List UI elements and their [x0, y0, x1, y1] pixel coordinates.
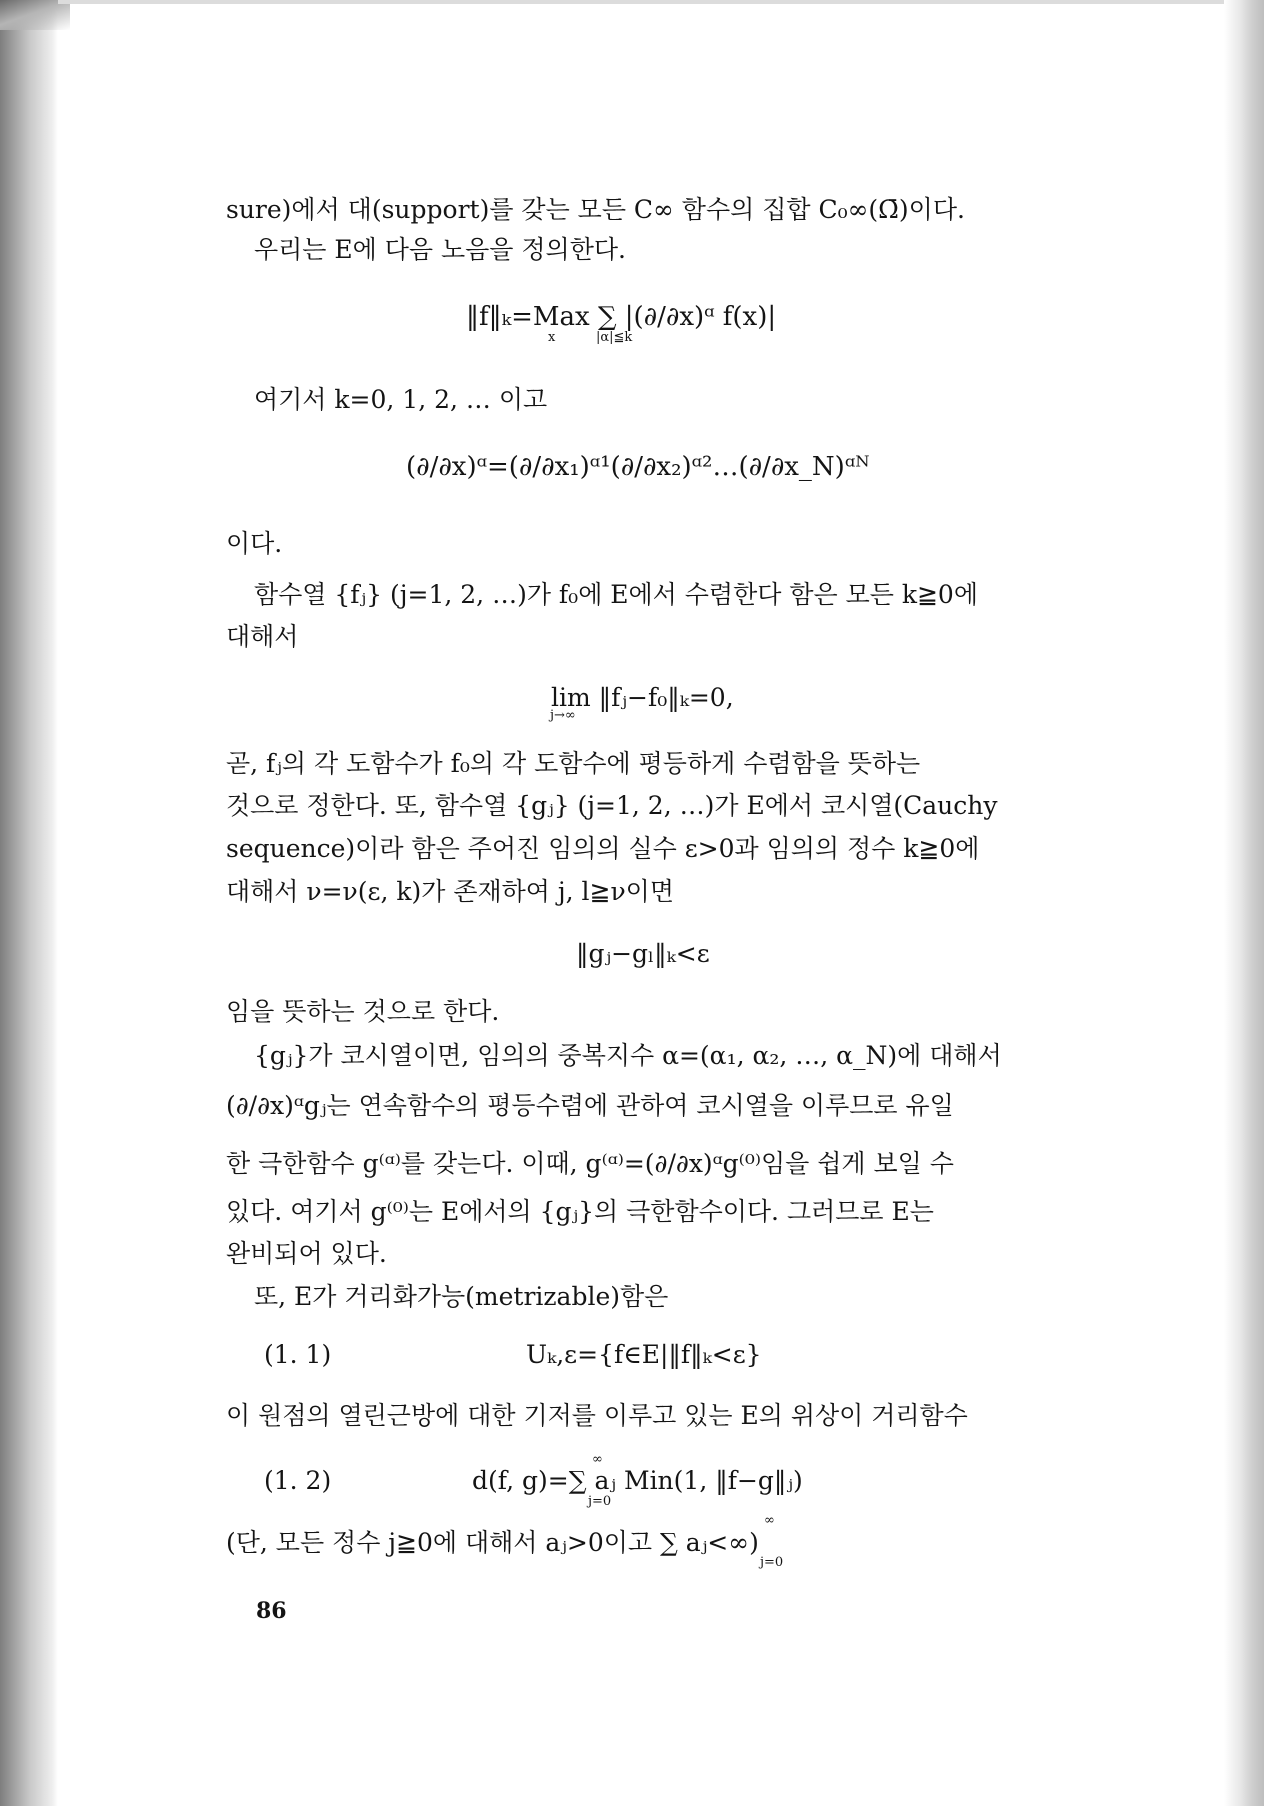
text-line: 대해서 [226, 622, 299, 651]
norm-definition-equation: ‖f‖ₖ=Max ∑ |(∂/∂x)ᵅ f(x)| [466, 302, 777, 332]
text-line: 또, E가 거리화가능(metrizable)함은 [254, 1282, 669, 1311]
text-line: 완비되어 있다. [226, 1239, 387, 1268]
text-line: 우리는 E에 다음 노음을 정의한다. [254, 235, 626, 264]
limit-subscript: j→∞ [550, 708, 576, 723]
text-line: 대해서 ν=ν(ε, k)가 존재하여 j, l≧ν이면 [226, 877, 674, 906]
text-line: {gⱼ}가 코시열이면, 임의의 중복지수 α=(α₁, α₂, …, α_N)에 대해서 [254, 1041, 1002, 1070]
equation-number: (1. 1) [264, 1340, 332, 1369]
limit-equation: lim ‖fⱼ−f₀‖ₖ=0, [551, 683, 734, 712]
sum-lower-limit: j=0 [760, 1555, 784, 1570]
page-number: 86 [256, 1598, 287, 1624]
book-spine-shadow [0, 0, 58, 1806]
sum-upper-limit: ∞ [764, 1513, 775, 1528]
text-line: (∂/∂x)ᵅgⱼ는 연속함수의 평등수렴에 관하여 코시열을 이루므로 유일 [226, 1091, 954, 1120]
page-edge-shadow [1224, 0, 1264, 1806]
sum-subscript: |α|≦k [596, 330, 633, 345]
text-line: 것으로 정한다. 또, 함수열 {gⱼ} (j=1, 2, …)가 E에서 코시열(Cauchy [226, 791, 998, 820]
sum-upper-limit: ∞ [592, 1452, 603, 1467]
text-line: sequence)이라 함은 주어진 임의의 실수 ε>0과 임의의 정수 k≧0에 [226, 834, 980, 863]
multi-derivative-equation: (∂/∂x)ᵅ=(∂/∂x₁)ᵅ¹(∂/∂x₂)ᵅ²…(∂/∂x_N)ᵅᴺ [406, 452, 870, 482]
text-line: 임을 뜻하는 것으로 한다. [226, 997, 500, 1026]
cauchy-condition-equation: ‖gⱼ−gₗ‖ₖ<ε [576, 939, 710, 968]
page-corner-shadow [0, 0, 70, 30]
text-line: 여기서 k=0, 1, 2, … 이고 [254, 385, 548, 414]
neighborhood-equation: Uₖ,ε={f∈E|‖f‖ₖ<ε} [526, 1340, 762, 1369]
metric-equation: d(f, g)=∑ aⱼ Min(1, ‖f−g‖ⱼ) [472, 1466, 803, 1495]
text-line: sure)에서 대(support)를 갖는 모든 C∞ 함수의 집합 C₀∞(Ω̄)이다. [226, 195, 965, 224]
equation-number: (1. 2) [264, 1466, 332, 1495]
text-line: 한 극한함수 g⁽ᵅ⁾를 갖는다. 이때, g⁽ᵅ⁾=(∂/∂x)ᵅg⁽⁰⁾임을 쉽게 보일 수 [226, 1149, 954, 1178]
text-line: 이다. [226, 529, 283, 558]
text-line: 함수열 {fⱼ} (j=1, 2, …)가 f₀에 E에서 수렴한다 함은 모든 k≧0에 [254, 580, 978, 609]
text-line: (단, 모든 정수 j≧0에 대해서 aⱼ>0이고 ∑ aⱼ<∞) [226, 1528, 759, 1557]
text-line: 이 원점의 열린근방에 대한 기저를 이루고 있는 E의 위상이 거리함수 [226, 1401, 968, 1430]
max-subscript: x [548, 330, 556, 345]
page-content [226, 0, 1086, 1806]
text-line: 있다. 여기서 g⁽⁰⁾는 E에서의 {gⱼ}의 극한함수이다. 그러므로 E는 [226, 1197, 934, 1226]
sum-lower-limit: j=0 [588, 1494, 612, 1509]
text-line: 곧, fⱼ의 각 도함수가 f₀의 각 도함수에 평등하게 수렴함을 뜻하는 [226, 749, 921, 778]
